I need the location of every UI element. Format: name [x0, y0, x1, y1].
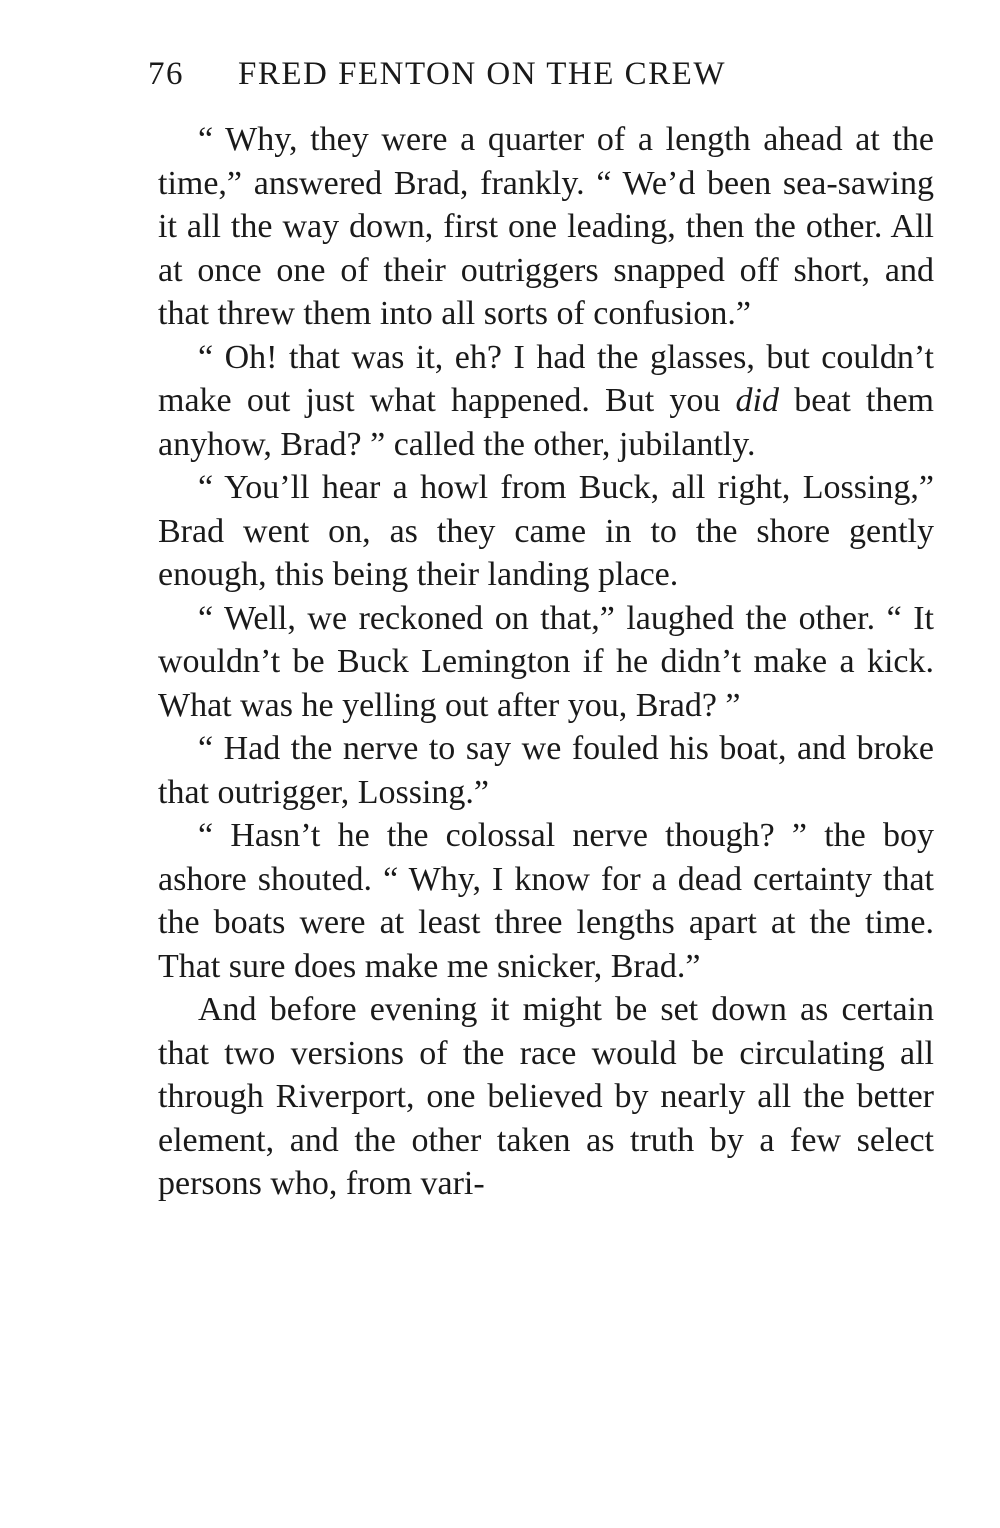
- emphasized-word: did: [735, 382, 779, 419]
- paragraph: “ Had the nerve to say we fouled his boat, and broke that outrigger, Lossing.”: [158, 730, 934, 811]
- running-head: [148, 52, 848, 96]
- running-title: FRED FENTON ON THE CREW: [238, 56, 726, 92]
- page-number: 76: [148, 56, 184, 92]
- paragraph: [158, 336, 934, 467]
- paragraph-text: beat them anyhow, Brad? ” called the other, jubilantly.: [158, 382, 934, 463]
- paragraph: “ Why, they were a quarter of a length ahead at the time,” answered Brad, frankly. “ We’d been sea-sawing it all the way down, first one leading, then the other. All at once one of their outriggers snapped off short, and that threw them into all sorts of confusion.”: [158, 121, 934, 332]
- body-text: [158, 118, 934, 1206]
- paragraph: “ Hasn’t he the colossal nerve though? ” the boy ashore shouted. “ Why, I know for a dead certainty that the boats were at least three lengths apart at the time. That sure does make me snicker, Brad.”: [158, 817, 934, 985]
- paragraph-text: “ Oh! that was it, eh? I had the glasses, but couldn’t make out just what happened. But you: [158, 338, 934, 419]
- paragraph: “ Well, we reckoned on that,” laughed the other. “ It wouldn’t be Buck Lemington if he didn’t make a kick. What was he yelling out after you, Brad? ”: [158, 599, 934, 724]
- paragraph: And before evening it might be set down as certain that two versions of the race would be circulating all through Riverport, one believed by nearly all the better element, and the other taken as truth by a few select persons who, from vari-: [158, 991, 934, 1202]
- paragraph: “ You’ll hear a howl from Buck, all right, Lossing,” Brad went on, as they came in to the shore gently enough, this being their landing place.: [158, 469, 934, 593]
